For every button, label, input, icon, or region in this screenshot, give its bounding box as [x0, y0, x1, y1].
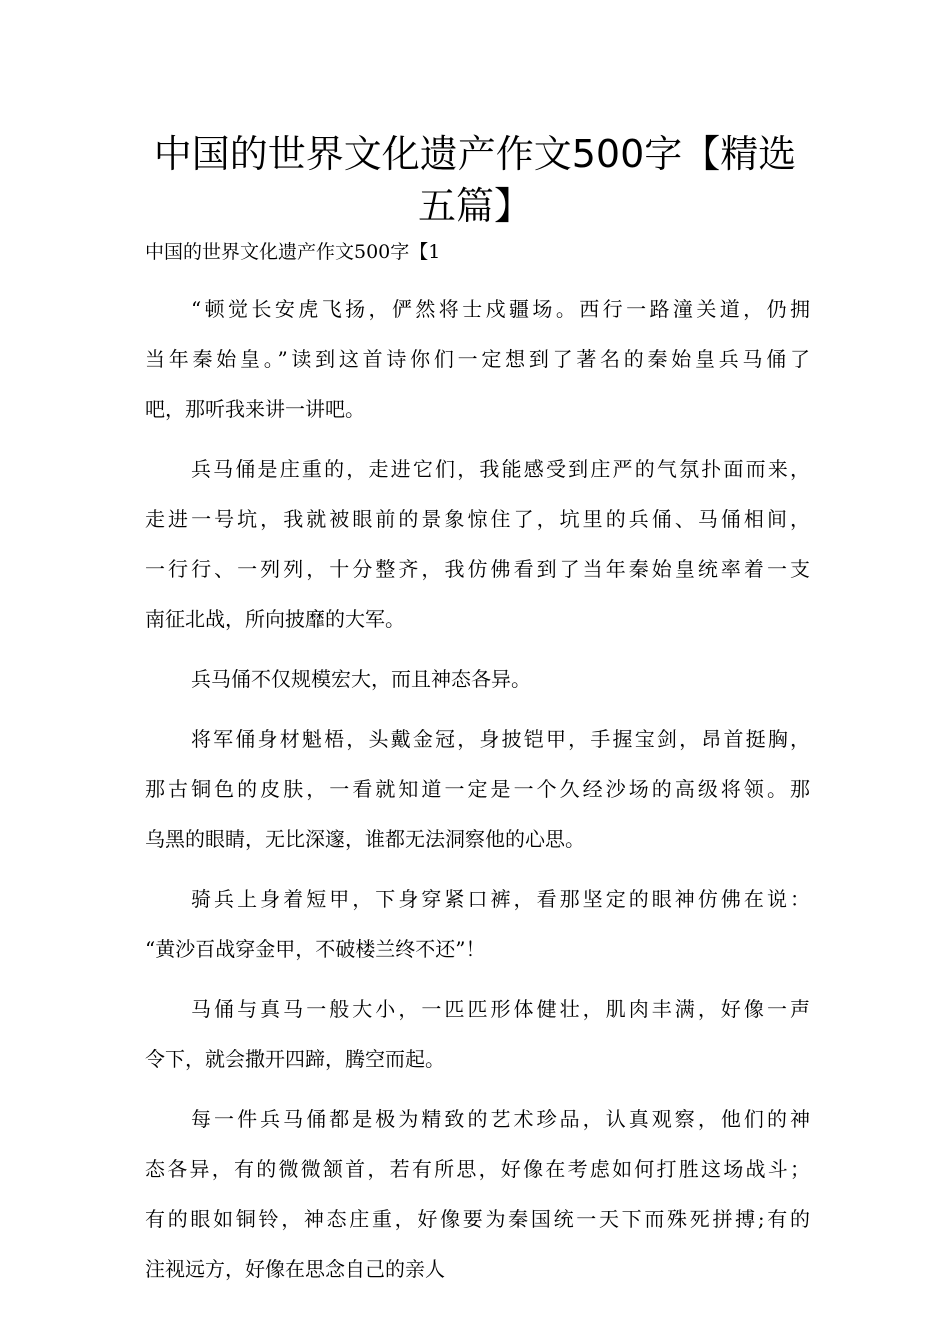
paragraph-line: 当年秦始皇。”读到这首诗你们一定想到了著名的秦始皇兵马俑了 — [145, 347, 810, 371]
paragraph — [145, 984, 810, 1084]
paragraph-line: 令下，就会撒开四蹄，腾空而起。 — [145, 1047, 445, 1071]
section-heading: 中国的世界文化遗产作文500字【1 — [145, 241, 441, 263]
paragraph-line: 吧，那听我来讲一讲吧。 — [145, 397, 365, 421]
paragraph-line: 马俑与真马一般大小，一匹匹形体健壮，肌肉丰满，好像一声 — [191, 997, 810, 1021]
paragraph-line: 兵马俑是庄重的，走进它们，我能感受到庄严的气氛扑面而来， — [191, 457, 810, 481]
paragraph — [145, 714, 810, 864]
paragraph-line: 一行行、一列列，十分整齐，我仿佛看到了当年秦始皇统率着一支 — [145, 557, 810, 581]
paragraph-line: 态各异，有的微微颔首，若有所思，好像在考虑如何打胜这场战斗； — [145, 1157, 810, 1181]
paragraph-line: 每一件兵马俑都是极为精致的艺术珍品，认真观察，他们的神 — [191, 1107, 810, 1131]
paragraph-line: 兵马俑不仅规模宏大，而且神态各异。 — [191, 667, 531, 691]
title-line: 中国的世界文化遗产作文500字【精选 — [153, 132, 797, 176]
paragraph — [145, 654, 810, 704]
paragraph-line: “顿觉长安虎飞扬，俨然将士戍疆场。西行一路潼关道，仍拥 — [191, 297, 810, 321]
paragraph-line: “黄沙百战穿金甲，不破楼兰终不还”！ — [145, 937, 486, 961]
paragraph — [145, 1094, 810, 1294]
paragraph — [145, 874, 810, 974]
article-body — [145, 284, 810, 1304]
paragraph-line: 有的眼如铜铃，神态庄重，好像要为秦国统一天下而殊死拼搏;有的 — [145, 1207, 810, 1231]
paragraph-line: 注视远方，好像在思念自己的亲人 — [145, 1257, 445, 1281]
paragraph-line: 乌黑的眼睛，无比深邃，谁都无法洞察他的心思。 — [145, 827, 585, 851]
paragraph-line: 走进一号坑，我就被眼前的景象惊住了，坑里的兵俑、马俑相间， — [145, 507, 810, 531]
paragraph-line: 南征北战，所向披靡的大军。 — [145, 607, 405, 631]
document-title — [0, 128, 950, 232]
paragraph-line: 将军俑身材魁梧，头戴金冠，身披铠甲，手握宝剑，昂首挺胸， — [191, 727, 810, 751]
paragraph — [145, 444, 810, 644]
paragraph — [145, 284, 810, 434]
paragraph-line: 骑兵上身着短甲，下身穿紧口裤，看那坚定的眼神仿佛在说： — [191, 887, 810, 911]
paragraph-line: 那古铜色的皮肤，一看就知道一定是一个久经沙场的高级将领。那 — [145, 777, 810, 801]
title-line: 五篇】 — [417, 184, 532, 228]
